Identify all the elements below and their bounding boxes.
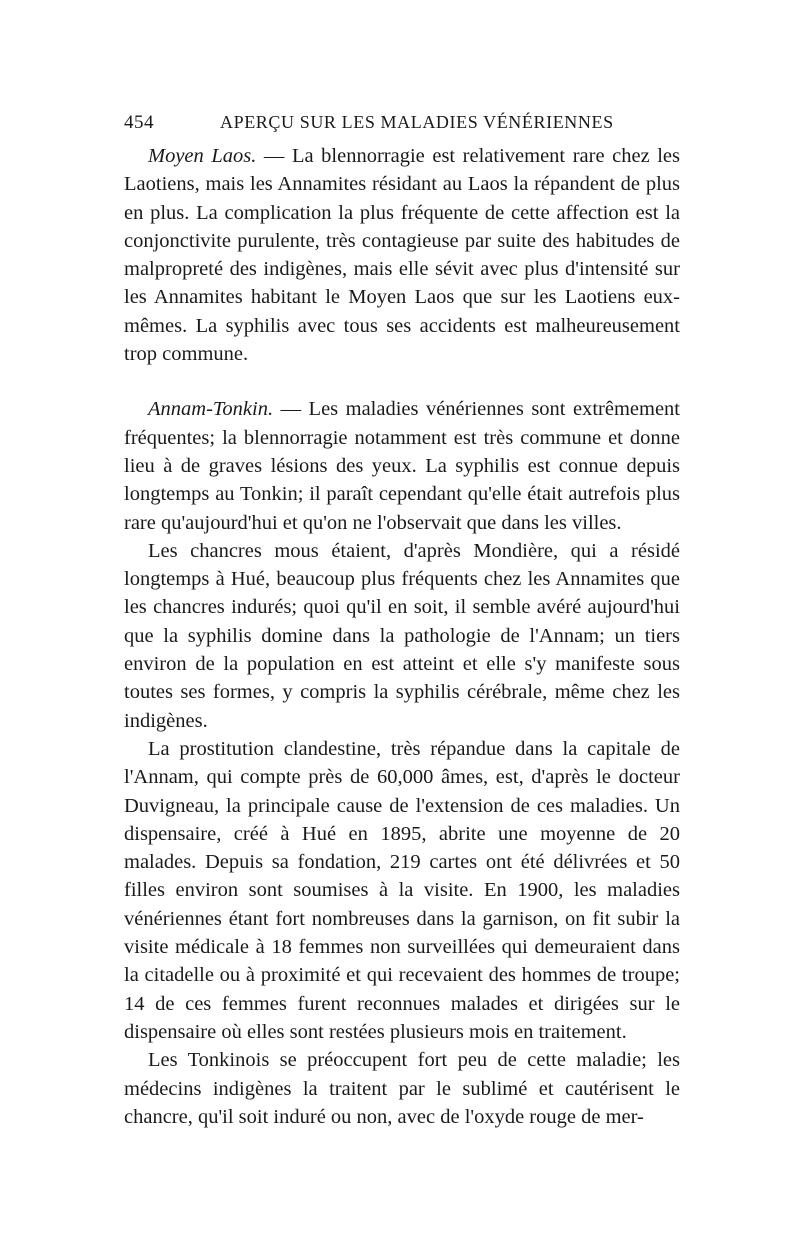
paragraph-text: — La blennorragie est relativement rare chez les Laotiens, mais les Annamites résidant au Laos la répandent de plus en plus. La complication la plus fréquente de cette affection est la conjonctivite purulente, très contagieuse par suite des habitudes de malpropreté des indigènes, mais elle sévit avec plus d'intensité sur les Annamites habitant le Moyen Laos que sur les Laotiens eux-mêmes. La syphilis avec tous ses accidents est malheureusement trop commune. <box>124 145 681 366</box>
section-lead-moyen-laos: Moyen Laos. <box>148 145 257 167</box>
paragraph-annam-tonkin <box>124 395 680 536</box>
paragraph-prostitution <box>124 735 680 1046</box>
paragraph-tonkinois <box>124 1046 680 1131</box>
paragraph-chancres <box>124 537 680 735</box>
section-gap <box>124 368 680 395</box>
paragraph-text: Les Tonkinois se préoccupent fort peu de cette maladie; les médecins indigènes la traitent par le sublimé et cautérisent le chancre, qu'il soit induré ou non, avec de l'oxyde rouge de mer- <box>124 1049 680 1128</box>
paragraph-moyen-laos <box>124 142 680 368</box>
page-number: 454 <box>124 112 154 133</box>
paragraph-text: — Les maladies vénériennes sont extrêmement fréquentes; la blennorragie notamment est très commune et donne lieu à de graves lésions des yeux. La syphilis est connue depuis longtemps au Tonkin; il paraît cependant qu'elle était autrefois plus rare qu'aujourd'hui et qu'on ne l'observait que dans les villes. <box>124 398 680 534</box>
section-lead-annam-tonkin: Annam-Tonkin. <box>148 398 274 421</box>
page-header <box>124 112 680 134</box>
running-head: APERÇU SUR LES MALADIES VÉNÉRIENNES <box>220 112 614 132</box>
book-page <box>124 112 680 1131</box>
paragraph-text: La prostitution clandestine, très répandue dans la capitale de l'Annam, qui compte près de 60,000 âmes, est, d'après le docteur Duvigneau, la principale cause de l'extension de ces maladies. Un dispensaire, créé à Hué en 1895, abrite une moyenne de 20 malades. Depuis sa fondation, 219 cartes ont été délivrées et 50 filles environ sont soumises à la visite. En 1900, les maladies vénériennes étant fort nombreuses dans la garnison, on fit subir la visite médicale à 18 femmes non surveillées qui demeuraient dans la citadelle ou à proximité et qui recevaient des hommes de troupe; 14 de ces femmes furent reconnues malades et dirigées sur le dispensaire où elles sont restées plusieurs mois en traitement. <box>124 737 680 1043</box>
paragraph-text: Les chancres mous étaient, d'après Mondière, qui a résidé longtemps à Hué, beaucoup plus fréquents chez les Annamites que les chancres indurés; quoi qu'il en soit, il semble avéré aujourd'hui que la syphilis domine dans la pathologie de l'Annam; un tiers environ de la population en est atteint et elle s'y manifeste sous toutes ses formes, y compris la syphilis cérébrale, même chez les indigènes. <box>124 539 680 732</box>
